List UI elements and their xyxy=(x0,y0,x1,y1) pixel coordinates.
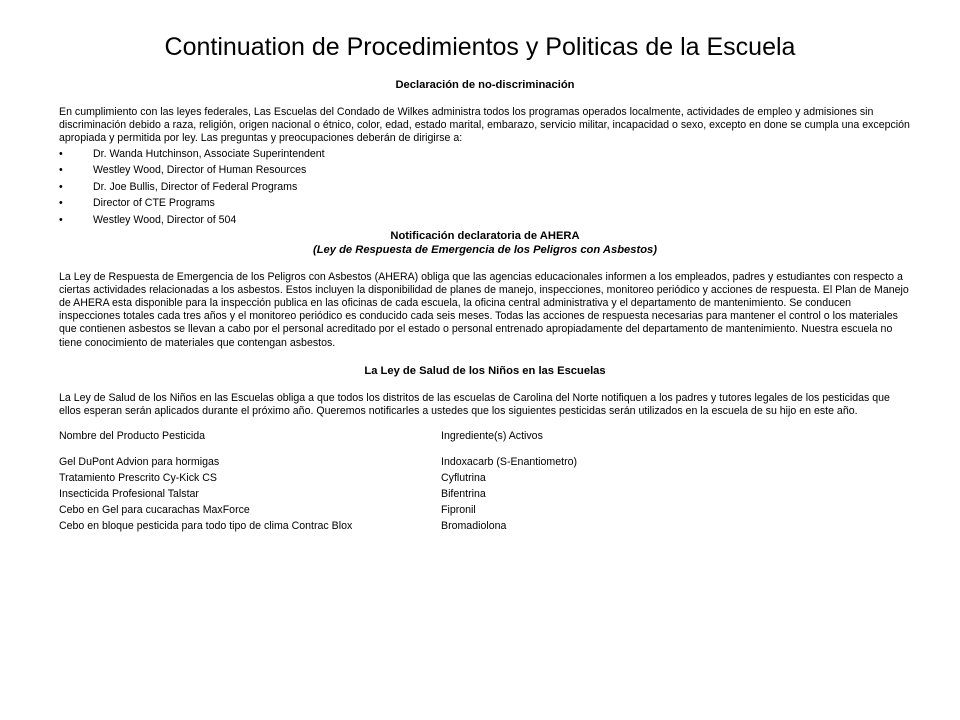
list-item: • Westley Wood, Director of Human Resources xyxy=(59,162,911,179)
header-product: Nombre del Producto Pesticida xyxy=(59,430,206,443)
nondiscrimination-paragraph: En cumplimiento con las leyes federales, Las Escuelas del Condado de Wilkes administra todos los programas operados localmente, actividades de empleo y admisiones sin discriminación debido a raza, religión, origen nacional o étnico, color, edad, estado marital, embarazo, servicio militar, incapacidad o sexo, excepto en done se cumpla una excepción apropiada y permitida por ley. Las preguntas y preocupaciones deberán de dirigirse a: xyxy=(59,106,910,145)
bullet: • xyxy=(59,197,63,210)
list-item: • Dr. Joe Bullis, Director of Federal Programs xyxy=(59,179,911,196)
content-body xyxy=(59,78,911,534)
table-header-row xyxy=(59,428,911,444)
table-row: Cebo en Gel para cucarachas MaxForce Fipronil xyxy=(59,504,476,517)
table-row: Insecticida Profesional Talstar Bifentrina xyxy=(59,488,486,501)
header-ingredient: Ingrediente(s) Activos xyxy=(441,430,543,443)
childrens-health-paragraph: La Ley de Salud de los Niños en las Escuelas obliga a que todos los distritos de las escuelas de Carolina del Norte notifiquen a los padres y tutores legales de los pesticidas que ellos esperan serán aplicados durante el próximo año. Queremos notificarles a ustedes que los siguientes pesticidas serán utilizados en la escuela de su hijo en este año. xyxy=(59,391,890,417)
list-item: • Westley Wood, Director of 504 xyxy=(59,212,911,229)
pesticide-table xyxy=(59,428,911,534)
bullet: • xyxy=(59,213,63,226)
bullet: • xyxy=(59,180,63,193)
table-row: Tratamiento Prescrito Cy-Kick CS Cyflutrina xyxy=(59,472,486,485)
ahera-subheading: (Ley de Respuesta de Emergencia de los Peligros con Asbestos) xyxy=(312,243,658,256)
ahera-heading: Notificación declaratoria de AHERA xyxy=(390,229,580,242)
table-row: Cebo en bloque pesticida para todo tipo de clima Contrac Blox Bromadiolona xyxy=(59,520,507,533)
bullet: • xyxy=(59,147,63,160)
list-item: • Director of CTE Programs xyxy=(59,195,911,212)
nondiscrimination-heading: Declaración de no-discriminación xyxy=(395,79,575,91)
ahera-paragraph: La Ley de Respuesta de Emergencia de los Peligros con Asbestos (AHERA) obliga que las agencias educacionales informen a los empleados, padres y estudiantes con respecto a ciertas actividades relacionadas a los asbestos. Estos incluyen la disponibilidad de planes de manejo, inspecciones, monitoreo periódico y acciones de respuesta. El Plan de Manejo de AHERA esta disponible para la inspección publica en las oficinas de cada escuela, la oficina central administrativa y el departamento de mantenimiento. Se conducen inspecciones totales cada tres años y el monitoreo periódico es conducido cada seis meses. Todas las acciones de respuesta necesarias para mantener el control o los materiales que contienen asbestos se llevan a cabo por el personal acreditado por el estado o personal entrenado apropiadamente del departamento de mantenimiento. Nuestra escuela no tiene conocimiento de materiales que contengan asbestos. xyxy=(59,270,909,349)
list-item: • Dr. Wanda Hutchinson, Associate Superintendent xyxy=(59,146,911,163)
page-title: Continuation de Procedimientos y Politicas de la Escuela xyxy=(164,33,796,61)
bullet: • xyxy=(59,164,63,177)
table-row: Gel DuPont Advion para hormigas Indoxacarb (S-Enantiometro) xyxy=(59,456,578,469)
childrens-health-heading: La Ley de Salud de los Niños en las Escuelas xyxy=(364,364,606,377)
contact-list xyxy=(59,146,911,229)
